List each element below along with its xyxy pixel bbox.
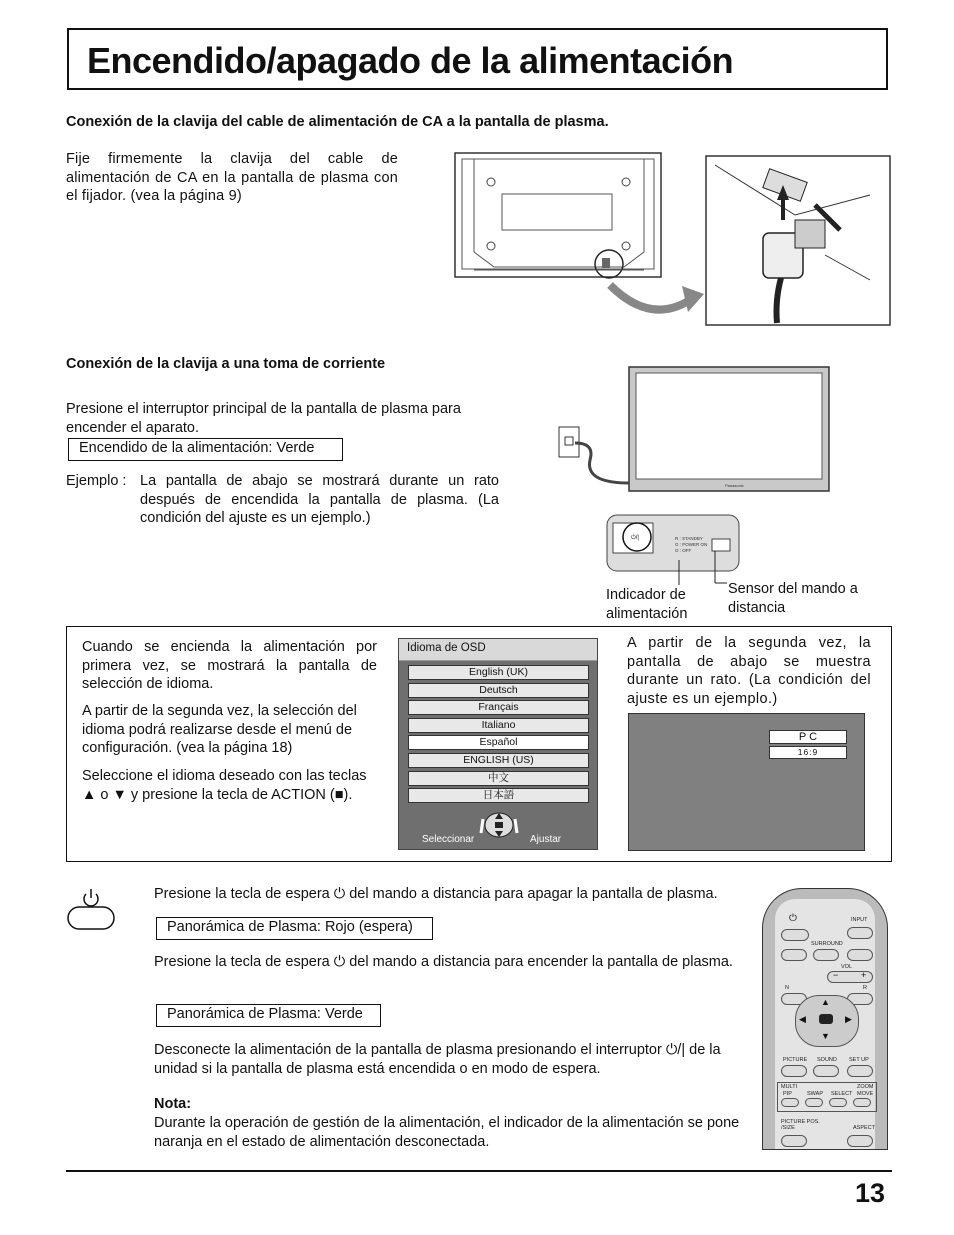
osd-item-espanol[interactable]: Español [408,735,589,750]
osd-footer-select: Seleccionar [422,834,475,845]
on-text: Presione la tecla de espera ⏻ del mando a distancia para encender la pantalla de plasma. [154,954,733,970]
remote-select-label: SELECT [831,1091,853,1097]
remote-surround-button[interactable] [813,949,839,961]
navigation-keys-icon [479,807,519,839]
note-heading: Nota: [154,1096,192,1112]
input-display-screen [628,713,865,851]
panel-standby-text: R : STANDBY [675,536,703,541]
remote-sound-label: SOUND [817,1057,837,1063]
remote-picture-pos-label: PICTURE POS. /SIZE [781,1119,820,1131]
remote-sound-button[interactable] [813,1065,839,1077]
svg-text:⏻/|: ⏻/| [631,535,639,541]
remote-vol-minus: − [833,970,839,980]
osd-item-japanese[interactable]: 日本語 [408,788,589,803]
remote-pip-button[interactable] [781,1098,799,1107]
display-front-illustration [555,365,835,595]
page-title: Encendido/apagado de la alimentación [87,40,734,81]
remote-aspect-label: ASPECT [853,1125,876,1131]
power-on-label: Encendido de la alimentación: Verde [68,438,343,461]
aspect-indicator: 16:9 [769,746,847,759]
indicator-label: Indicador de alimentación [606,587,688,622]
remote-down-arrow-icon[interactable]: ▼ [821,1031,830,1041]
plug-fixer-illustration [705,155,891,326]
remote-standby-button[interactable] [781,929,809,941]
remote-picture-label: PICTURE [783,1057,808,1063]
osd-footer-set: Ajustar [530,834,562,845]
osd-item-chinese[interactable]: 中文 [408,771,589,786]
remote-input-label: INPUT [851,917,868,923]
remote-control [762,888,888,1150]
input-indicator: P C [769,730,847,744]
standby-text: Presione la tecla de espera ⏻ del mando a distancia para apagar la pantalla de plasma. [154,886,718,902]
remote-aspect-button[interactable] [847,1135,873,1147]
remote-n-label: N [785,985,789,991]
remote-move-label: MOVE [857,1091,874,1097]
osd-item-italiano[interactable]: Italiano [408,718,589,733]
arrow-icon [600,280,710,330]
remote-right-arrow-icon[interactable]: ▶ [845,1014,852,1024]
osd-item-english-uk[interactable]: English (UK) [408,665,589,680]
remote-setup-label: SET UP [849,1057,869,1063]
svg-text:Panasonic: Panasonic [725,483,744,488]
remote-vol-plus: + [861,970,867,980]
remote-picture-pos-button[interactable] [781,1135,807,1147]
section1-heading: Conexión de la clavija del cable de alimentación de CA a la pantalla de plasma. [66,114,609,130]
remote-r-label: R [863,985,867,991]
osd-item-deutsch[interactable]: Deutsch [408,683,589,698]
disconnect-text: Desconecte la alimentación de la pantalla de plasma presionando el interruptor ⏻/| de la unidad si la pantalla de plasma está encendida o en modo de espera. [154,1042,721,1077]
remote-button-a[interactable] [781,949,807,961]
note-text: Durante la operación de gestión de la alimentación, el indicador de la alimentación se pone naranja en el estado de alimentación desconectada. [154,1115,740,1150]
standby-button-icon [66,887,118,932]
example-text: La pantalla de abajo se mostrará durante un rato después de encendida la pantalla de plasma. (La condición del ajuste es un ejemplo.) [140,473,499,526]
title-box [67,28,888,90]
remote-pip-label: PIP [783,1091,792,1097]
on-label: Panorámica de Plasma: Verde [156,1004,381,1027]
remote-vol-label: VOL [841,964,853,970]
remote-input-button[interactable] [847,927,873,939]
example-label: Ejemplo : [66,473,127,489]
remote-setup-button[interactable] [847,1065,873,1077]
remote-move-button[interactable] [853,1098,871,1107]
panel-status-text [675,536,707,554]
remote-zoom-label: ZOOM [857,1084,874,1090]
language-p1: Cuando se encienda la alimentación por primera vez, se mostrará la pantalla de selección de idioma. [82,639,377,692]
language-p3: Seleccione el idioma deseado con las teclas ▲ o ▼ y presione la tecla de ACTION (■). [82,768,367,803]
osd-item-english-us[interactable]: ENGLISH (US) [408,753,589,768]
standby-label: Panorámica de Plasma: Rojo (espera) [156,917,433,940]
remote-power-icon: ⏻ [789,913,797,924]
remote-select-button[interactable] [829,1098,847,1107]
remote-swap-label: SWAP [807,1091,823,1097]
remote-up-arrow-icon[interactable]: ▲ [821,997,830,1007]
section2-text: Presione el interruptor principal de la pantalla de plasma para encender el aparato. [66,401,461,436]
remote-multi-label: MULTI [781,1084,798,1090]
panel-power-on-text: G : POWER ON [675,542,708,547]
remote-picture-button[interactable] [781,1065,807,1077]
page-number: 13 [855,1178,886,1208]
osd-language-menu [398,638,598,850]
remote-mute-button[interactable] [847,949,873,961]
remote-surround-label: SURROUND [811,941,843,947]
remote-swap-button[interactable] [805,1098,823,1107]
display-rear-illustration [454,152,664,280]
section1-text: Fije firmemente la clavija del cable de alimentación de CA en la pantalla de plasma con el fijador. (vea la página 9) [66,151,398,204]
section2-heading: Conexión de la clavija a una toma de corriente [66,356,386,372]
osd-title: Idioma de OSD [399,639,597,661]
language-p2: A partir de la segunda vez, la selección del idioma podrá realizarse desde el menú de configuración. (vea la página 18) [82,703,357,756]
panel-off-text: O : OFF [675,548,692,553]
footer-rule [66,1170,892,1172]
sensor-label: Sensor del mando a distancia [728,581,858,616]
remote-left-arrow-icon[interactable]: ◀ [799,1014,806,1024]
remote-action-button[interactable] [819,1014,833,1024]
osd-item-francais[interactable]: Français [408,700,589,715]
language-right-text: A partir de la segunda vez, la pantalla de abajo se muestra durante un rato. (La condición del ajuste es un ejemplo.) [627,635,871,707]
